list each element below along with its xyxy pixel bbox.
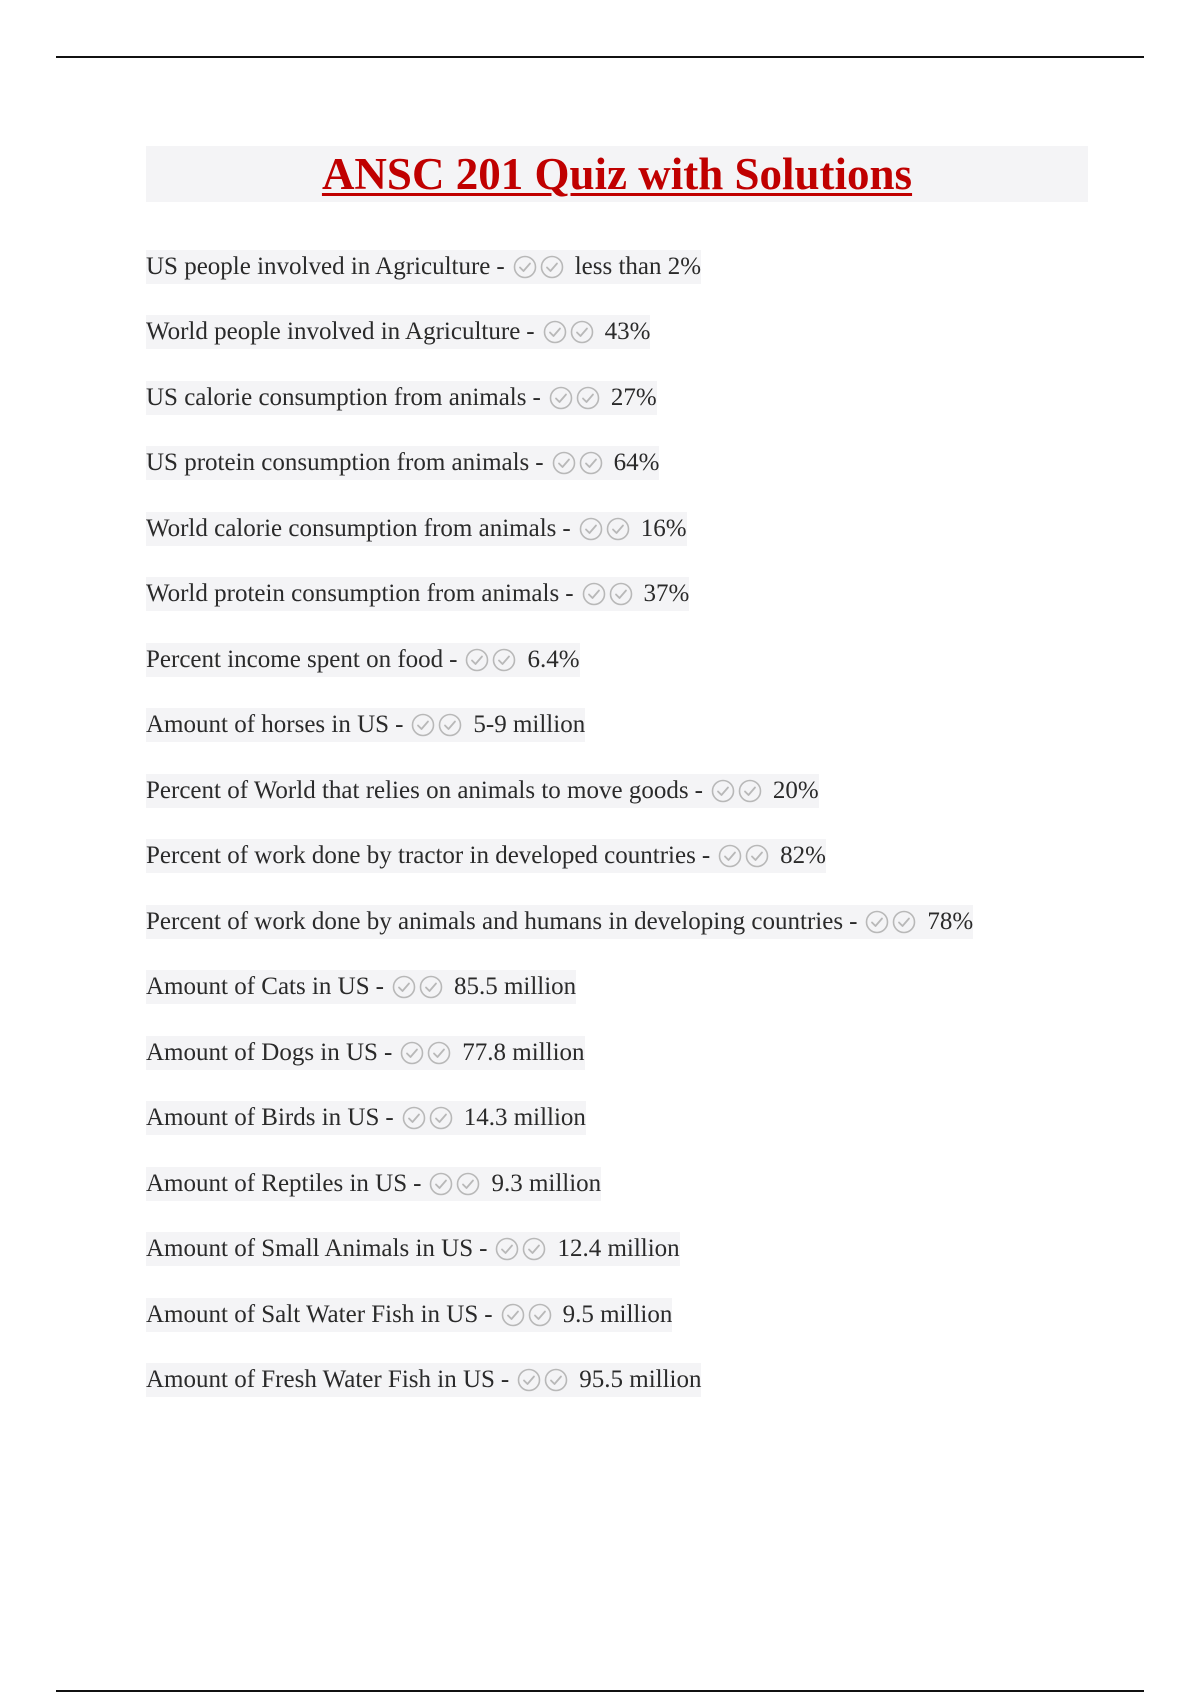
double-checkmark-icon [495, 1237, 549, 1261]
answer-text: 9.5 million [562, 1301, 673, 1328]
double-checkmark-icon [552, 451, 606, 475]
checkmark-icon [429, 1172, 453, 1196]
question-text: Amount of Small Animals in US [146, 1235, 474, 1262]
separator: - [479, 1235, 488, 1262]
question-text: Amount of Salt Water Fish in US [146, 1301, 479, 1328]
qa-item [146, 970, 576, 1004]
checkmark-icon [544, 1368, 568, 1392]
checkmark-icon [606, 517, 630, 541]
checkmark-icon [501, 1303, 525, 1327]
double-checkmark-icon [402, 1106, 456, 1130]
separator: - [385, 1104, 394, 1131]
qa-item [146, 643, 580, 677]
answer-text: 20% [772, 777, 819, 804]
double-checkmark-icon [392, 975, 446, 999]
checkmark-icon [522, 1237, 546, 1261]
qa-item [146, 446, 659, 480]
checkmark-icon [865, 910, 889, 934]
answer-text: 14.3 million [463, 1104, 586, 1131]
top-rule [56, 56, 1144, 58]
answer-text: 78% [927, 908, 974, 935]
separator: - [532, 384, 541, 411]
answer-text: 85.5 million [453, 973, 577, 1000]
checkmark-icon [400, 1041, 424, 1065]
double-checkmark-icon [513, 255, 567, 279]
question-text: World people involved in Agriculture [146, 318, 521, 345]
qa-item [146, 512, 687, 546]
qa-item [146, 577, 689, 611]
checkmark-icon [495, 1237, 519, 1261]
qa-item [146, 250, 701, 284]
answer-text: 27% [610, 384, 657, 411]
checkmark-icon [517, 1368, 541, 1392]
answer-text: 95.5 million [579, 1366, 702, 1393]
separator: - [565, 580, 574, 607]
double-checkmark-icon [549, 386, 603, 410]
question-text: World calorie consumption from animals [146, 515, 557, 542]
checkmark-icon [427, 1041, 451, 1065]
checkmark-icon [540, 255, 564, 279]
qa-item [146, 315, 650, 349]
question-text: Amount of Dogs in US [146, 1039, 378, 1066]
separator: - [535, 449, 544, 476]
checkmark-icon [579, 451, 603, 475]
separator: - [449, 646, 458, 673]
question-text: US people involved in Agriculture [146, 253, 491, 280]
qa-item [146, 774, 819, 808]
answer-text: 37% [643, 580, 690, 607]
question-text: Amount of Birds in US [146, 1104, 380, 1131]
separator: - [701, 842, 711, 869]
answer-text: 16% [640, 515, 687, 542]
qa-item [146, 1167, 601, 1201]
separator: - [849, 908, 858, 935]
qa-item [146, 1101, 586, 1135]
double-checkmark-icon [865, 910, 919, 934]
separator: - [383, 1039, 393, 1066]
checkmark-icon [465, 648, 489, 672]
checkmark-icon [549, 386, 573, 410]
double-checkmark-icon [718, 844, 772, 868]
question-text: Percent of work done by animals and humans in developing countries [146, 908, 844, 935]
answer-text: 77.8 million [462, 1039, 585, 1066]
double-checkmark-icon [429, 1172, 483, 1196]
checkmark-icon [411, 713, 435, 737]
question-text: US protein consumption from animals [146, 449, 530, 476]
question-text: Percent income spent on food [146, 646, 444, 673]
separator: - [526, 318, 535, 345]
question-text: Amount of Reptiles in US [146, 1170, 408, 1197]
answer-text: 43% [604, 318, 651, 345]
question-text: US calorie consumption from animals [146, 384, 527, 411]
double-checkmark-icon [501, 1303, 555, 1327]
title-band [146, 146, 1088, 202]
checkmark-icon [582, 582, 606, 606]
answer-text: less than 2% [574, 253, 702, 280]
checkmark-icon [419, 975, 443, 999]
checkmark-icon [429, 1106, 453, 1130]
question-text: Amount of horses in US [146, 711, 390, 738]
qa-item [146, 1298, 672, 1332]
double-checkmark-icon [411, 713, 465, 737]
checkmark-icon [576, 386, 600, 410]
double-checkmark-icon [400, 1041, 454, 1065]
checkmark-icon [402, 1106, 426, 1130]
answer-text: 5-9 million [473, 711, 586, 738]
answer-text: 64% [613, 449, 660, 476]
double-checkmark-icon [579, 517, 633, 541]
separator: - [562, 515, 571, 542]
checkmark-icon [513, 255, 537, 279]
separator: - [694, 777, 703, 804]
question-text: Percent of work done by tractor in developed countries [146, 842, 696, 869]
checkmark-icon [552, 451, 576, 475]
checkmark-icon [718, 844, 742, 868]
checkmark-icon [579, 517, 603, 541]
qa-item [146, 1363, 701, 1397]
double-checkmark-icon [582, 582, 636, 606]
document-title: ANSC 201 Quiz with Solutions [321, 148, 913, 199]
question-text: Amount of Cats in US [146, 973, 370, 1000]
checkmark-icon [392, 975, 416, 999]
checkmark-icon [456, 1172, 480, 1196]
separator: - [496, 253, 505, 280]
checkmark-icon [543, 320, 567, 344]
separator: - [500, 1366, 510, 1393]
question-text: Percent of World that relies on animals to move goods [146, 777, 689, 804]
qa-item [146, 905, 973, 939]
separator: - [484, 1301, 493, 1328]
checkmark-icon [438, 713, 462, 737]
qa-item [146, 1036, 585, 1070]
checkmark-icon [738, 779, 762, 803]
qa-item [146, 381, 657, 415]
answer-text: 6.4% [527, 646, 580, 673]
bottom-rule [56, 1690, 1144, 1692]
qa-item [146, 708, 585, 742]
separator: - [413, 1170, 422, 1197]
double-checkmark-icon [517, 1368, 571, 1392]
answer-text: 12.4 million [557, 1235, 680, 1262]
checkmark-icon [745, 844, 769, 868]
answer-text: 9.3 million [491, 1170, 602, 1197]
separator: - [395, 711, 404, 738]
question-text: World protein consumption from animals [146, 580, 560, 607]
answer-text: 82% [780, 842, 826, 869]
double-checkmark-icon [711, 779, 765, 803]
checkmark-icon [711, 779, 735, 803]
checkmark-icon [570, 320, 594, 344]
checkmark-icon [528, 1303, 552, 1327]
qa-item [146, 1232, 680, 1266]
checkmark-icon [609, 582, 633, 606]
double-checkmark-icon [543, 320, 597, 344]
checkmark-icon [492, 648, 516, 672]
question-text: Amount of Fresh Water Fish in US [146, 1366, 495, 1393]
double-checkmark-icon [465, 648, 519, 672]
checkmark-icon [892, 910, 916, 934]
qa-item [146, 839, 826, 873]
separator: - [375, 973, 384, 1000]
